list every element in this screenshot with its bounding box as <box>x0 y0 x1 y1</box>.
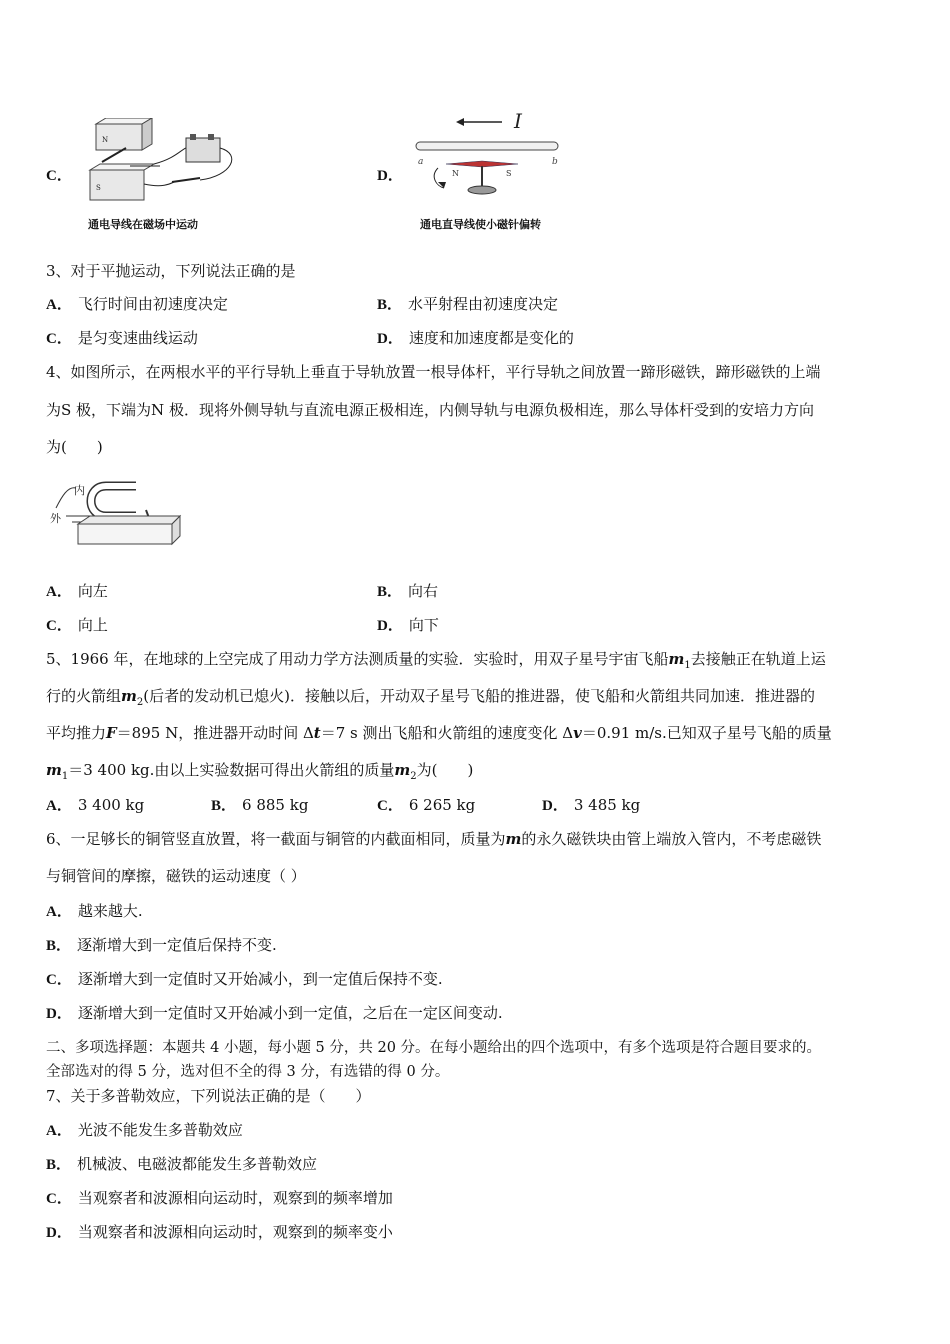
q7-option-b: B． 机械波、电磁波都能发生多普勒效应 <box>46 1155 318 1173</box>
q4-option-c: C． 向上 <box>46 616 108 634</box>
q5-stem-line-3: 平均推力F＝895 N，推进器开动时间 Δt＝7 s 测出飞船和火箭组的速度变化 Δv＝0.91 m/s.已知双子星号飞船的质量 <box>46 724 832 742</box>
q7-stem: 7、关于多普勒效应，下列说法正确的是（ ） <box>46 1087 371 1105</box>
svg-text:S: S <box>506 169 512 178</box>
svg-text:S: S <box>96 184 101 192</box>
q6-stem-line-2: 与铜管间的摩擦，磁铁的运动速度（ ） <box>46 867 306 885</box>
magnet-wire-figure <box>82 118 242 210</box>
q4-stem-line-1: 4、如图所示，在两根水平的平行导轨上垂直于导轨放置一根导体杆，平行导轨之间放置一蹄形磁铁，蹄形磁铁的上端 <box>46 363 821 381</box>
q3-stem: 3、对于平抛运动，下列说法正确的是 <box>46 262 296 280</box>
q4-option-b: B． 向右 <box>377 582 439 600</box>
q5-stem-line-2: 行的火箭组$m_2$(后者的发动机已熄火)．接触以后，开动双子星号飞船的推进器，使飞船和火箭组共同加速．推进器的 <box>46 687 815 708</box>
q6-option-c: C． 逐渐增大到一定值时又开始减小，到一定值后保持不变. <box>46 970 443 988</box>
horseshoe-magnet-figure <box>46 474 186 554</box>
q4-option-a: A． 向左 <box>46 582 108 600</box>
figure-c-caption: 通电导线在磁场中运动 <box>88 218 198 231</box>
q3-option-b: B． 水平射程由初速度决定 <box>377 295 559 313</box>
q5-stem-line-1: 5、1966 年，在地球的上空完成了用动力学方法测质量的实验．实验时，用双子星号宇宙飞船$m_1$去接触正在轨道上运 <box>46 650 826 671</box>
q3-option-a: A． 飞行时间由初速度决定 <box>46 295 228 313</box>
q5-option-d: D． 3 485 kg <box>542 796 641 814</box>
q4-stem-line-2: 为S 极，下端为N 极．现将外侧导轨与直流电源正极相连，内侧导轨与电源负极相连，那么导体杆受到的安培力方向 <box>46 401 814 419</box>
option-d-label: D． <box>377 168 403 184</box>
q7-option-d: D． 当观察者和波源相向运动时，观察到的频率变小 <box>46 1223 393 1241</box>
q4-option-d: D． 向下 <box>377 616 439 634</box>
wire-compass-figure <box>410 108 580 206</box>
outer-rail-label: 外 <box>50 512 61 525</box>
svg-text:b: b <box>552 157 558 167</box>
current-label: I <box>514 109 522 133</box>
q7-option-a: A． 光波不能发生多普勒效应 <box>46 1121 243 1139</box>
svg-text:N: N <box>452 169 459 178</box>
q6-option-b: B． 逐渐增大到一定值后保持不变. <box>46 936 277 954</box>
inner-rail-label: 内 <box>74 484 85 497</box>
svg-text:N: N <box>102 136 109 144</box>
figure-d-caption: 通电直导线使小磁针偏转 <box>420 218 541 231</box>
q6-stem-line-1: 6、一足够长的铜管竖直放置，将一截面与铜管的内截面相同，质量为m的永久磁铁块由管上端放入管内，不考虑磁铁 <box>46 830 822 848</box>
q5-stem-line-4: $m_1=3$ 400 kg.由以上实验数据可得出火箭组的质量$m_2$为( ) <box>46 761 474 782</box>
q5-option-c: C． 6 265 kg <box>377 796 476 814</box>
svg-text:a: a <box>418 157 424 167</box>
q4-stem-line-3: 为( ) <box>46 438 103 456</box>
q7-option-c: C． 当观察者和波源相向运动时，观察到的频率增加 <box>46 1189 393 1207</box>
q6-option-a: A． 越来越大. <box>46 902 143 920</box>
q6-option-d: D． 逐渐增大到一定值时又开始减小到一定值，之后在一定区间变动. <box>46 1004 503 1022</box>
q5-option-b: B． 6 885 kg <box>211 796 309 814</box>
section-2-heading-line-1: 二、多项选择题：本题共 4 小题，每小题 5 分，共 20 分。在每小题给出的四个选项中，有多个选项是符合题目要求的。 <box>46 1040 822 1056</box>
q3-option-d: D． 速度和加速度都是变化的 <box>377 329 574 347</box>
section-2-heading-line-2: 全部选对的得 5 分，选对但不全的得 3 分，有选错的得 0 分。 <box>46 1064 450 1080</box>
option-c-label: C． <box>46 168 72 184</box>
q5-option-a: A． 3 400 kg <box>46 796 145 814</box>
q3-option-c: C． 是匀变速曲线运动 <box>46 329 198 347</box>
